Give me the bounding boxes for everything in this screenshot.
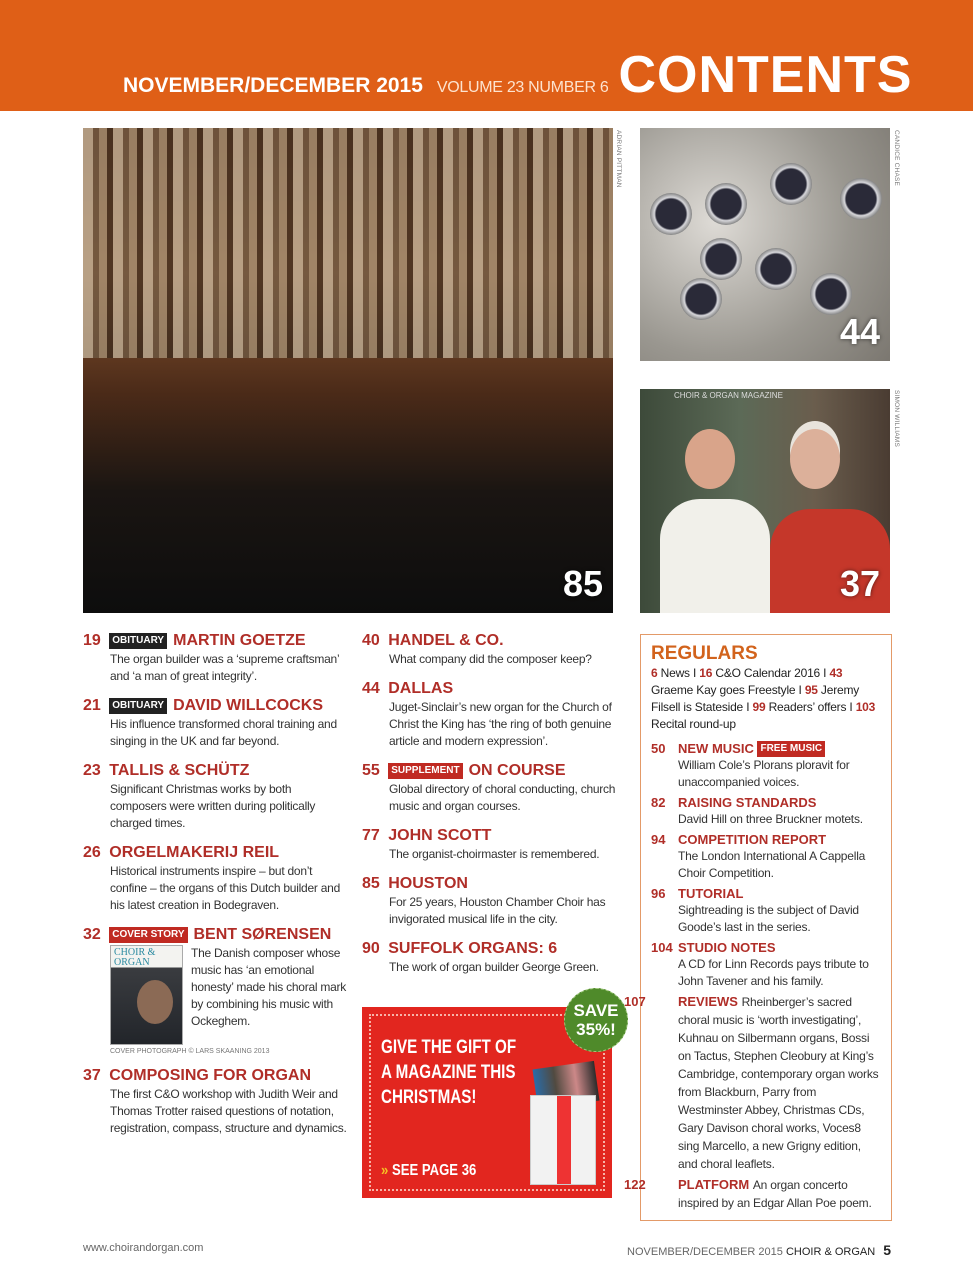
contents-entry[interactable] [83,1066,347,1137]
contents-entry[interactable] [83,761,347,832]
entry-title: BENT SØRENSEN [193,926,332,943]
entry-title: SUFFOLK ORGANS: 6 [388,940,558,957]
ad-see-page-label: SEE PAGE 36 [391,1162,477,1179]
entry-title: DALLAS [388,680,454,697]
entry-description: Historical instruments inspire – but don’t confine – the organs of this Dutch builder and his latest creation in Bodegraven. [110,864,340,912]
section-tag: COVER STORY [109,927,187,943]
photo-credit: ADRIAN PITTMAN [615,130,622,188]
entry-title: MARTIN GOETZE [173,632,306,649]
cover-credit: COVER PHOTOGRAPH © LARS SKAANING 2013 [110,1048,270,1055]
regulars-box [624,634,892,1221]
header-banner [0,0,973,111]
regular-item[interactable]: 96 TUTORIAL Sightreading is the subject of David Goode’s last in the series. [651,886,859,934]
entry-description: The Danish composer whose music has ‘an emotional honesty’ made his choral mark by combining his music with Ockeghem. [191,946,347,1028]
left-column [83,631,347,1137]
page-number: 19 [83,632,101,649]
entry-description: Juget-Sinclair’s new organ for the Church of Christ the King has ‘the ring of both genuine article and modern expression’. [389,700,612,748]
entry-description: The organist-choirmaster is remembered. [389,847,600,861]
regular-item[interactable]: 107 REVIEWS Rheinberger’s sacred choral music is ‘worth investigating’, Kuhnau on Silbermann organs, Bossi on Tactus, Stephen Cleobury at King’s Cambridge, contemporary organ works from Blackburn, Parry from Westminster Abbey, Christmas CDs, Gary Davison choral works, Voces8 sing Marcello, a new Grigny edition, and choral leaflets. [624,994,879,1171]
entry-description: The first C&O workshop with Judith Weir and Thomas Trotter raised questions of notation, registration, compass, structure and dynamics. [110,1087,347,1135]
entry-title: HOUSTON [388,875,468,892]
arrow-icon: » [381,1162,389,1179]
entry-description: The work of organ builder George Green. [389,960,599,974]
contents-entry[interactable] [362,679,626,750]
free-music-tag: FREE MUSIC [757,741,825,757]
regulars-title: REGULARS [651,643,758,664]
entry-title: COMPOSING FOR ORGAN [109,1067,312,1084]
volume-number: VOLUME 23 NUMBER 6 [436,79,609,96]
page-number: 37 [83,1067,101,1084]
regular-item[interactable]: 94 COMPETITION REPORT The London International A Cappella Choir Competition. [651,832,866,880]
entry-title: ORGELMAKERIJ REIL [109,844,280,861]
photo-page-number: 85 [562,563,603,604]
gift-box-image [530,1095,596,1185]
save-badge: SAVE 35%! [564,988,628,1052]
regulars-list: 6 News I 16 C&O Calendar 2016 I 43 Graeme Kay goes Freestyle I 95 Jeremy Filsell is Stateside I 99 Readers’ offers I 103 Recital round-up [651,666,876,731]
entry-description: Global directory of choral conducting, church music and organ courses. [389,782,616,813]
page-number: 23 [83,762,101,779]
entry-description: Significant Christmas works by both composers were written during politically charged times. [110,782,316,830]
section-tag: OBITUARY [109,633,167,649]
page-number: 77 [362,827,380,844]
contents-entry[interactable] [83,925,347,1055]
contents-entry[interactable] [83,843,347,914]
section-tag: OBITUARY [109,698,167,714]
sign-text: CHOIR & ORGAN MAGAZINE [674,391,783,400]
page-number: 85 [362,875,380,892]
contents-entry[interactable] [83,696,347,750]
entry-title: JOHN SCOTT [388,827,492,844]
contents-entry[interactable] [362,939,626,976]
entry-title: TALLIS & SCHÜTZ [109,762,250,779]
entry-description: For 25 years, Houston Chamber Choir has invigorated musical life in the city. [389,895,606,926]
photo-credit: CANDICE CHASE [893,130,900,187]
entry-title: HANDEL & CO. [388,632,504,649]
photo-organ-pipes [640,128,890,361]
entry-title: ON COURSE [468,762,566,779]
entry-description: His influence transformed choral training and singing in the UK and far beyond. [110,717,337,748]
issue-date: NOVEMBER/DECEMBER 2015 [123,74,423,97]
organ-pipes-image [83,128,613,358]
entry-description: The organ builder was a ‘supreme craftsman’ and ‘a man of great integrity’. [110,652,339,683]
ad-see-page [381,1162,476,1180]
cover-logo: CHOIR & ORGAN [114,947,156,968]
footer-issue: NOVEMBER/DECEMBER 2015 CHOIR & ORGAN 5 [627,1242,891,1258]
contents-entry[interactable] [362,826,626,863]
regular-item[interactable]: 82 RAISING STANDARDS David Hill on three Bruckner motets. [651,795,863,826]
entry-title: DAVID WILLCOCKS [173,697,324,714]
middle-column [362,631,626,976]
ad-headline: GIVE THE GIFT OF A MAGAZINE THIS CHRISTMAS! [381,1037,517,1108]
page-number: 40 [362,632,380,649]
regular-item[interactable]: 50 NEW MUSIC FREE MUSIC William Cole’s Plorans ploravit for unaccompanied voices. [651,741,850,789]
page-number: 32 [83,926,101,943]
regular-item[interactable]: 104 STUDIO NOTES A CD for Linn Records pays tribute to John Tavener and his family. [651,940,869,988]
page-number: 44 [362,680,380,697]
photo-choir-conductor [83,128,613,613]
photo-credit: SIMON WILLIAMS [893,390,900,447]
regular-item[interactable]: 122 PLATFORM An organ concerto inspired by an Edgar Allan Poe poem. [624,1177,872,1210]
page-number: 5 [883,1242,891,1258]
contents-entry[interactable] [362,874,626,928]
photo-page-number: 37 [839,563,880,604]
page-number: 90 [362,940,380,957]
contents-entry[interactable] [362,761,626,815]
contents-entry[interactable] [83,631,347,685]
entry-description: What company did the composer keep? [389,652,592,666]
section-tag: SUPPLEMENT [388,763,462,779]
cover-thumbnail [110,945,183,1045]
contents-entry[interactable] [362,631,626,668]
footer-url[interactable]: www.choirandorgan.com [83,1242,204,1254]
photo-page-number: 44 [839,311,880,352]
photo-interview [640,389,890,613]
page-title: CONTENTS [618,46,913,104]
page-number: 26 [83,844,101,861]
page-number: 21 [83,697,101,714]
page-number: 55 [362,762,380,779]
